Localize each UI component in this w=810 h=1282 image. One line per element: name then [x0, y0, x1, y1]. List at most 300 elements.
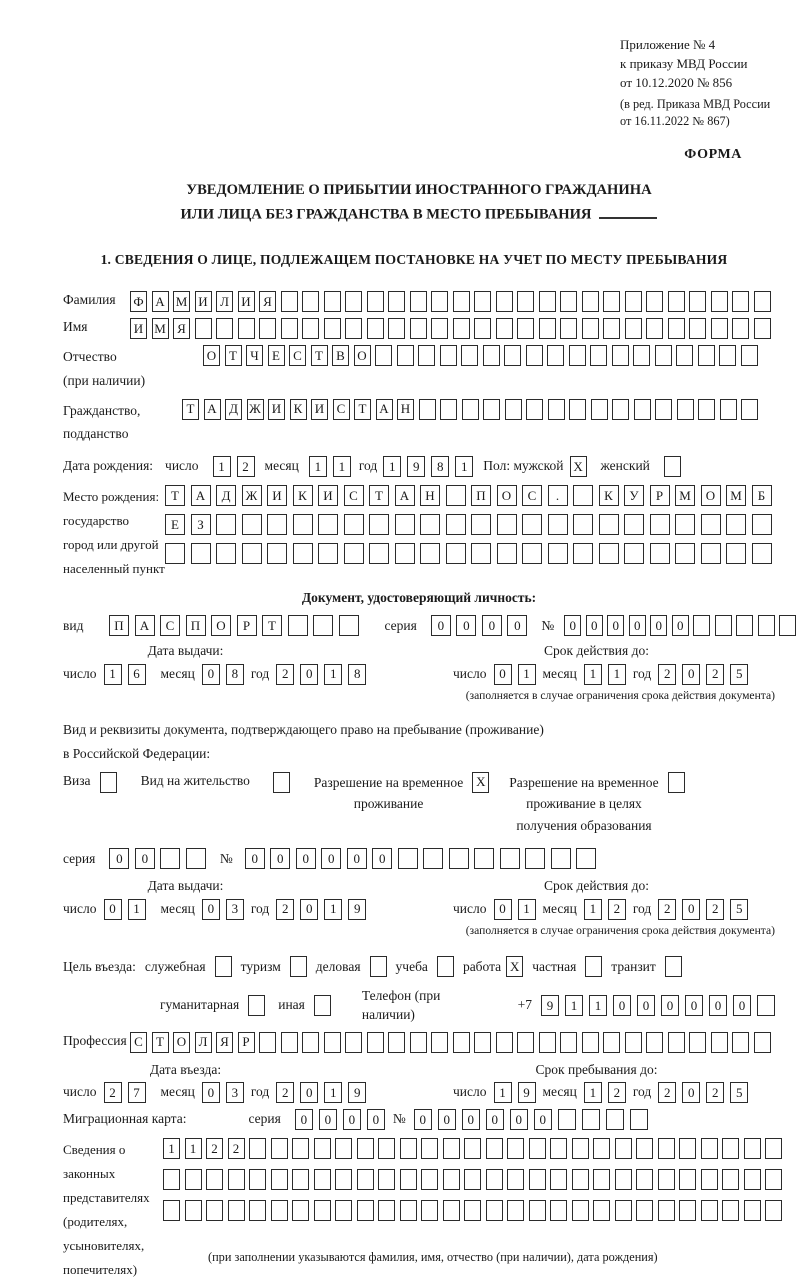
char-box: У	[624, 485, 644, 506]
char-box	[314, 1169, 331, 1190]
temp-permit-checkbox	[472, 772, 489, 793]
doc-number-label: №	[541, 617, 555, 633]
char-box: Я	[173, 318, 190, 339]
char-box	[259, 318, 276, 339]
char-box	[599, 514, 619, 535]
char-box: А	[395, 485, 415, 506]
char-box	[517, 1032, 534, 1053]
char-box	[443, 1169, 460, 1190]
char-box: 0	[300, 899, 318, 920]
char-box	[100, 772, 117, 793]
char-box: П	[471, 485, 491, 506]
char-box	[529, 1200, 546, 1221]
char-box	[474, 1032, 491, 1053]
char-box	[599, 543, 619, 564]
char-box	[547, 345, 564, 366]
residence-doc-intro: Вид и реквизиты документа, подтверждающего право на пребывание (проживание) в Российской Федерации:	[63, 722, 544, 762]
char-box	[216, 514, 236, 535]
char-box: 1	[608, 664, 626, 685]
char-box	[689, 1032, 706, 1053]
char-box: И	[318, 485, 338, 506]
char-box	[324, 291, 341, 312]
char-box	[398, 848, 418, 869]
char-box	[625, 291, 642, 312]
char-box	[163, 1200, 180, 1221]
char-box	[238, 318, 255, 339]
purpose-other-label: иная	[278, 997, 305, 1013]
phone-boxes	[541, 995, 775, 1016]
char-box	[569, 399, 586, 420]
patronymic-boxes	[203, 345, 758, 366]
char-box: 2	[706, 899, 724, 920]
rvp-issue-day-label: число	[63, 901, 97, 917]
migration-series-label: серия	[248, 1111, 281, 1127]
char-box	[517, 318, 534, 339]
char-box	[453, 291, 470, 312]
char-box	[675, 543, 695, 564]
purpose-official-checkbox	[215, 956, 232, 977]
char-box	[314, 1138, 331, 1159]
char-box	[582, 1109, 600, 1130]
char-box	[318, 514, 338, 535]
char-box: 0	[682, 899, 700, 920]
char-box	[732, 291, 749, 312]
rvp-expiry-day-boxes	[494, 899, 536, 920]
char-box	[437, 956, 454, 977]
expiry-note: (заполняется в случае ограничения срока действия документа)	[465, 688, 775, 702]
birth-place-boxes-row3	[165, 543, 772, 564]
char-box: 1	[104, 664, 122, 685]
char-box: 0	[202, 899, 220, 920]
char-box: М	[726, 485, 746, 506]
char-box	[558, 1109, 576, 1130]
char-box	[464, 1138, 481, 1159]
char-box	[443, 1200, 460, 1221]
char-box	[569, 345, 586, 366]
char-box: 2	[608, 899, 626, 920]
char-box	[206, 1200, 223, 1221]
char-box: А	[191, 485, 211, 506]
char-box: И	[130, 318, 147, 339]
rvp-expiry-month-boxes	[584, 899, 626, 920]
char-box	[517, 291, 534, 312]
char-box: 8	[226, 664, 244, 685]
char-box: П	[186, 615, 206, 636]
char-box: Ж	[247, 399, 264, 420]
char-box: Т	[225, 345, 242, 366]
char-box: 0	[629, 615, 646, 636]
char-box: 0	[270, 848, 290, 869]
char-box	[267, 543, 287, 564]
birth-date-row	[63, 456, 775, 477]
char-box	[757, 995, 775, 1016]
entry-year-label: год	[250, 1084, 270, 1100]
char-box	[658, 1169, 675, 1190]
char-box	[525, 848, 545, 869]
char-box	[440, 345, 457, 366]
stay-until-heading: Срок пребывания до:	[535, 1061, 658, 1077]
given-name-label: Имя	[63, 319, 88, 335]
edu-permit-label: Разрешение на временное проживание в целях получения образования	[509, 774, 659, 833]
char-box	[754, 318, 771, 339]
rvp-issue-day-boxes	[104, 899, 146, 920]
residence-permit-option	[141, 772, 290, 793]
rvp-series-label: серия	[63, 850, 96, 866]
char-box	[446, 485, 466, 506]
char-box	[281, 318, 298, 339]
char-box	[754, 291, 771, 312]
char-box: 2	[706, 664, 724, 685]
char-box	[271, 1169, 288, 1190]
char-box	[665, 956, 682, 977]
char-box	[290, 956, 307, 977]
char-box	[711, 291, 728, 312]
char-box	[726, 514, 746, 535]
char-box	[292, 1169, 309, 1190]
char-box: И	[195, 291, 212, 312]
char-box	[195, 318, 212, 339]
char-box: 1	[565, 995, 583, 1016]
char-box	[754, 1032, 771, 1053]
char-box: 0	[245, 848, 265, 869]
char-box	[744, 1138, 761, 1159]
char-box: Б	[752, 485, 772, 506]
char-box: Н	[420, 485, 440, 506]
char-box	[698, 345, 715, 366]
char-box: 0	[534, 1109, 552, 1130]
char-box	[293, 543, 313, 564]
char-box	[573, 514, 593, 535]
char-box	[679, 1138, 696, 1159]
issue-day-boxes	[104, 664, 146, 685]
char-box: 0	[709, 995, 727, 1016]
char-box	[593, 1169, 610, 1190]
char-box: 0	[321, 848, 341, 869]
char-box	[446, 514, 466, 535]
char-box: С	[289, 345, 306, 366]
char-box	[206, 1169, 223, 1190]
char-box: 0	[202, 1082, 220, 1103]
identity-doc-heading: Документ, удостоверяющий личность:	[301, 590, 537, 606]
char-box: 9	[348, 899, 366, 920]
char-box	[267, 514, 287, 535]
char-box	[633, 345, 650, 366]
purpose-transit-label: транзит	[611, 958, 656, 974]
identity-doc-row	[63, 615, 775, 636]
rvp-issue-year-boxes	[276, 899, 366, 920]
char-box: А	[152, 291, 169, 312]
char-box	[624, 514, 644, 535]
entry-month-label: месяц	[160, 1084, 195, 1100]
char-box: 1	[324, 664, 342, 685]
char-box: С	[130, 1032, 147, 1053]
char-box: .	[548, 485, 568, 506]
issue-year-boxes	[276, 664, 366, 685]
char-box	[646, 291, 663, 312]
char-box	[726, 543, 746, 564]
char-box	[400, 1138, 417, 1159]
char-box	[271, 1138, 288, 1159]
char-box: 0	[431, 615, 451, 636]
char-box: 0	[661, 995, 679, 1016]
char-box: 0	[343, 1109, 361, 1130]
stay-year-label: год	[632, 1084, 652, 1100]
char-box	[431, 1032, 448, 1053]
char-box	[560, 1032, 577, 1053]
char-box: 5	[730, 1082, 748, 1103]
char-box	[378, 1169, 395, 1190]
issue-month-label: месяц	[160, 665, 195, 681]
char-box	[483, 399, 500, 420]
section1-heading: 1. СВЕДЕНИЯ О ЛИЦЕ, ПОДЛЕЖАЩЕМ ПОСТАНОВКЕ НА УЧЕТ ПО МЕСТУ ПРЕБЫВАНИЯ	[100, 252, 728, 268]
birth-place-boxes-row1	[165, 485, 772, 506]
rvp-issue-month-boxes	[202, 899, 244, 920]
char-box: X	[570, 456, 587, 477]
visa-option	[63, 772, 117, 793]
expiry-year-label: год	[632, 665, 652, 681]
char-box	[215, 956, 232, 977]
char-box	[281, 291, 298, 312]
char-box: 2	[276, 664, 294, 685]
char-box	[572, 1200, 589, 1221]
rvp-expiry-day-label: число	[453, 901, 487, 917]
char-box	[591, 399, 608, 420]
char-box: М	[675, 485, 695, 506]
char-box	[191, 543, 211, 564]
char-box	[497, 514, 517, 535]
char-box	[375, 345, 392, 366]
phone-label: Телефон (при наличии)	[361, 988, 441, 1022]
char-box	[625, 318, 642, 339]
char-box	[668, 291, 685, 312]
char-box: 1	[494, 1082, 512, 1103]
purpose-transit-checkbox	[665, 956, 682, 977]
char-box	[302, 318, 319, 339]
char-box	[281, 1032, 298, 1053]
birth-month-boxes	[309, 456, 351, 477]
char-box: 1	[185, 1138, 202, 1159]
char-box	[397, 345, 414, 366]
char-box	[420, 514, 440, 535]
citizenship-row	[63, 399, 775, 446]
char-box: 9	[541, 995, 559, 1016]
char-box: 0	[367, 1109, 385, 1130]
char-box: Е	[165, 514, 185, 535]
char-box: 1	[584, 664, 602, 685]
char-box	[369, 514, 389, 535]
residence-doc-options	[63, 772, 775, 837]
char-box: Д	[225, 399, 242, 420]
char-box	[367, 1032, 384, 1053]
char-box: И	[267, 485, 287, 506]
char-box	[345, 1032, 362, 1053]
char-box	[186, 848, 206, 869]
entry-date-heading: Дата въезда:	[149, 1061, 222, 1077]
char-box: Т	[369, 485, 389, 506]
profession-boxes	[130, 1032, 771, 1053]
char-box: X	[506, 956, 523, 977]
char-box: 0	[733, 995, 751, 1016]
char-box	[625, 1032, 642, 1053]
char-box	[318, 543, 338, 564]
doc-kind-boxes	[109, 615, 359, 636]
char-box	[335, 1138, 352, 1159]
char-box	[324, 1032, 341, 1053]
char-box: 6	[128, 664, 146, 685]
char-box: И	[268, 399, 285, 420]
char-box	[668, 772, 685, 793]
migration-series-boxes	[295, 1109, 385, 1130]
char-box	[765, 1200, 782, 1221]
char-box	[732, 318, 749, 339]
rvp-issue-year-label: год	[250, 901, 270, 917]
birth-place-row	[63, 485, 775, 581]
char-box: 2	[276, 899, 294, 920]
char-box	[339, 615, 359, 636]
char-box	[668, 1032, 685, 1053]
char-box: 0	[104, 899, 122, 920]
char-box: 0	[135, 848, 155, 869]
char-box	[335, 1200, 352, 1221]
char-box	[335, 1169, 352, 1190]
expiry-month-boxes	[584, 664, 626, 685]
char-box: М	[173, 291, 190, 312]
char-box: 1	[584, 1082, 602, 1103]
char-box	[400, 1169, 417, 1190]
char-box	[292, 1138, 309, 1159]
expiry-day-label: число	[453, 665, 487, 681]
char-box	[593, 1138, 610, 1159]
char-box	[496, 1032, 513, 1053]
char-box: 1	[213, 456, 231, 477]
char-box: 0	[494, 899, 512, 920]
char-box	[744, 1169, 761, 1190]
char-box: Е	[268, 345, 285, 366]
char-box: 0	[456, 615, 476, 636]
char-box	[529, 1138, 546, 1159]
char-box: 9	[407, 456, 425, 477]
char-box	[582, 291, 599, 312]
char-box	[711, 318, 728, 339]
char-box: 2	[104, 1082, 122, 1103]
migration-number-label: №	[392, 1111, 406, 1127]
visa-label: Виза	[63, 772, 91, 788]
annex-reference	[620, 36, 810, 130]
char-box	[271, 1200, 288, 1221]
char-box: 0	[607, 615, 624, 636]
char-box	[646, 318, 663, 339]
char-box	[720, 399, 737, 420]
char-box: 1	[589, 995, 607, 1016]
char-box	[344, 514, 364, 535]
char-box	[573, 543, 593, 564]
char-box	[679, 1200, 696, 1221]
char-box: 1	[324, 899, 342, 920]
char-box	[630, 1109, 648, 1130]
char-box: С	[522, 485, 542, 506]
char-box: 0	[347, 848, 367, 869]
char-box: 2	[658, 1082, 676, 1103]
purpose-study-checkbox	[437, 956, 454, 977]
char-box	[741, 345, 758, 366]
char-box: 9	[518, 1082, 536, 1103]
char-box: 0	[586, 615, 603, 636]
identity-doc-dates	[63, 642, 775, 711]
char-box	[486, 1138, 503, 1159]
char-box: 8	[431, 456, 449, 477]
purpose-label: Цель въезда:	[63, 958, 136, 974]
char-box	[612, 399, 629, 420]
char-box: Т	[152, 1032, 169, 1053]
char-box: 1	[584, 899, 602, 920]
char-box	[722, 1200, 739, 1221]
birth-year-label: год	[358, 458, 378, 474]
rvp-number-boxes	[245, 848, 597, 869]
char-box	[423, 848, 443, 869]
char-box	[624, 543, 644, 564]
residence-doc-dates	[63, 877, 775, 946]
char-box: 1	[383, 456, 401, 477]
visa-checkbox	[100, 772, 117, 793]
char-box: О	[211, 615, 231, 636]
char-box	[357, 1138, 374, 1159]
char-box	[677, 399, 694, 420]
char-box	[395, 514, 415, 535]
char-box: Ч	[246, 345, 263, 366]
char-box	[732, 1032, 749, 1053]
char-box: 5	[730, 899, 748, 920]
char-box: 2	[228, 1138, 245, 1159]
char-box	[505, 399, 522, 420]
title-line-1: УВЕДОМЛЕНИЕ О ПРИБЫТИИ ИНОСТРАННОГО ГРАЖДАНИНА	[186, 181, 652, 198]
char-box: 0	[296, 848, 316, 869]
char-box: 2	[237, 456, 255, 477]
migration-card-row	[63, 1109, 775, 1130]
rvp-expiry-year-boxes	[658, 899, 748, 920]
char-box	[752, 543, 772, 564]
char-box	[548, 514, 568, 535]
char-box	[636, 1138, 653, 1159]
char-box: 0	[672, 615, 689, 636]
char-box: 2	[276, 1082, 294, 1103]
char-box	[449, 848, 469, 869]
char-box: Т	[311, 345, 328, 366]
char-box	[711, 1032, 728, 1053]
char-box	[636, 1169, 653, 1190]
char-box	[273, 772, 290, 793]
purpose-humanitarian-checkbox	[248, 995, 265, 1016]
char-box: 0	[494, 664, 512, 685]
char-box: С	[344, 485, 364, 506]
char-box: С	[160, 615, 180, 636]
char-box	[603, 318, 620, 339]
char-box: Т	[354, 399, 371, 420]
char-box: 1	[518, 899, 536, 920]
char-box: 0	[372, 848, 392, 869]
expiry-date-heading: Срок действия до:	[544, 643, 649, 659]
char-box	[646, 1032, 663, 1053]
rvp-issue-heading: Дата выдачи:	[147, 878, 224, 894]
char-box	[228, 1200, 245, 1221]
char-box	[582, 1032, 599, 1053]
char-box	[395, 543, 415, 564]
representatives-boxes-row3	[163, 1200, 782, 1221]
char-box	[419, 399, 436, 420]
char-box	[249, 1200, 266, 1221]
char-box	[701, 1138, 718, 1159]
entry-day-label: число	[63, 1084, 97, 1100]
char-box: Н	[397, 399, 414, 420]
